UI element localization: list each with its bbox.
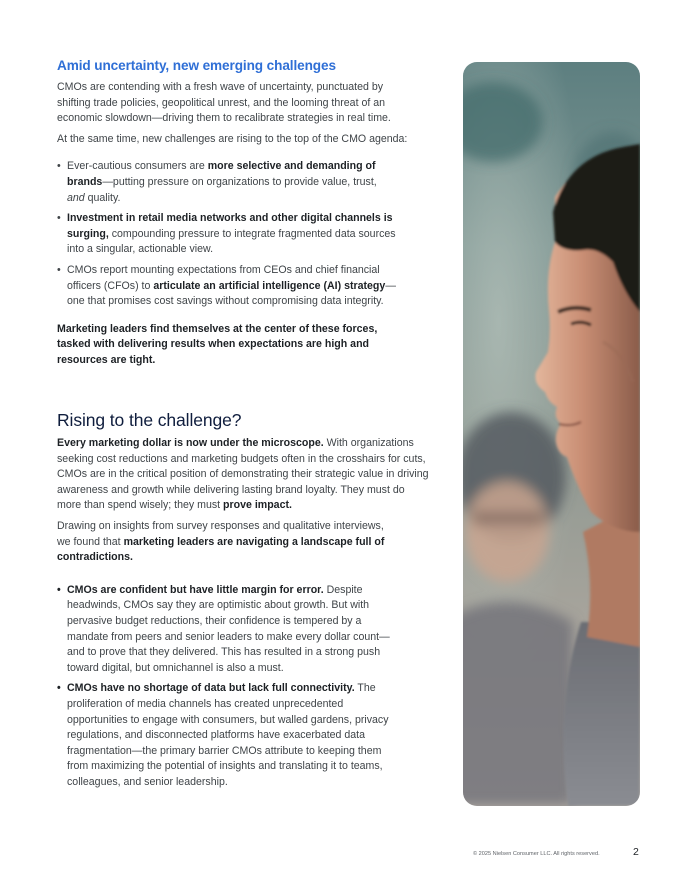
challenges-list <box>57 159 407 309</box>
list-item: • CMOs report mounting expectations from CEOs and chief financial officers (CFOs) to articulate an artificial intelligence (AI) strategy— one that promises cost savings without compromising data integrity. <box>57 263 407 310</box>
section2-paragraph-1: Every marketing dollar is now under the microscope. With organizations seeking cost reductions and marketing budgets often in the crosshairs for cuts, CMOs are in the critical position of demonstrating their strategic value in driving awareness and growth while delivering lasting brand loyalty. They must do more than spend wisely; they must prove impact. <box>57 437 429 512</box>
photo-man-profile <box>463 62 640 806</box>
section1-lead-in: At the same time, new challenges are rising to the top of the CMO agenda: <box>57 132 408 145</box>
list-item: • CMOs have no shortage of data but lack full connectivity. The proliferation of media channels has created unprecedented opportunities to engage with consumers, but walled gardens, privacy regulations, and disconnected platforms have exacerbated data fragmentation—the primary barrier CMOs attribute to keeping them from maximizing the potential of insights and translating it to teams, colleagues, and senior leadership. <box>57 681 403 790</box>
list-item: • Ever-cautious consumers are more selective and demanding of brands—putting pressure on organizations to provide value, trust, and quality. <box>57 159 393 206</box>
page-number: 2 <box>633 846 639 858</box>
section-heading-uncertainty: Amid uncertainty, new emerging challenges <box>57 58 336 73</box>
section2-body <box>57 436 429 790</box>
section1-closing: Marketing leaders find themselves at the center of these forces, tasked with delivering results when expectations are high and resources are tight. <box>57 322 378 366</box>
contradictions-list <box>57 583 407 791</box>
list-item: • Investment in retail media networks and other digital channels is surging, compounding pressure to integrate fragmented data sources into a singular, actionable view. <box>57 211 407 258</box>
list-item: • CMOs are confident but have little margin for error. Despite headwinds, CMOs say they are optimistic about growth. But with pervasive budget reductions, their confidence is tempered by a mandate from peers and senior leaders to make every dollar count— and to prove that they delivered. This has resulted in a strong push toward digital, but omnichannel is also a must. <box>57 583 403 677</box>
copyright-notice: © 2025 Nielsen Consumer LLC. All rights reserved. <box>473 851 600 857</box>
section1-intro: CMOs are contending with a fresh wave of uncertainty, punctuated by shifting trade policies, geopolitical unrest, and the looming threat of an economic slowdown—driving them to recalibrate strategies in real time. <box>57 81 391 125</box>
section-heading-rising: Rising to the challenge? <box>57 410 242 430</box>
section2-paragraph-2: Drawing on insights from survey responses and qualitative interviews, we found that marketing leaders are navigating a landscape full of contradictions. <box>57 519 385 564</box>
photo-illustration <box>463 62 640 806</box>
section1-body <box>57 80 431 369</box>
